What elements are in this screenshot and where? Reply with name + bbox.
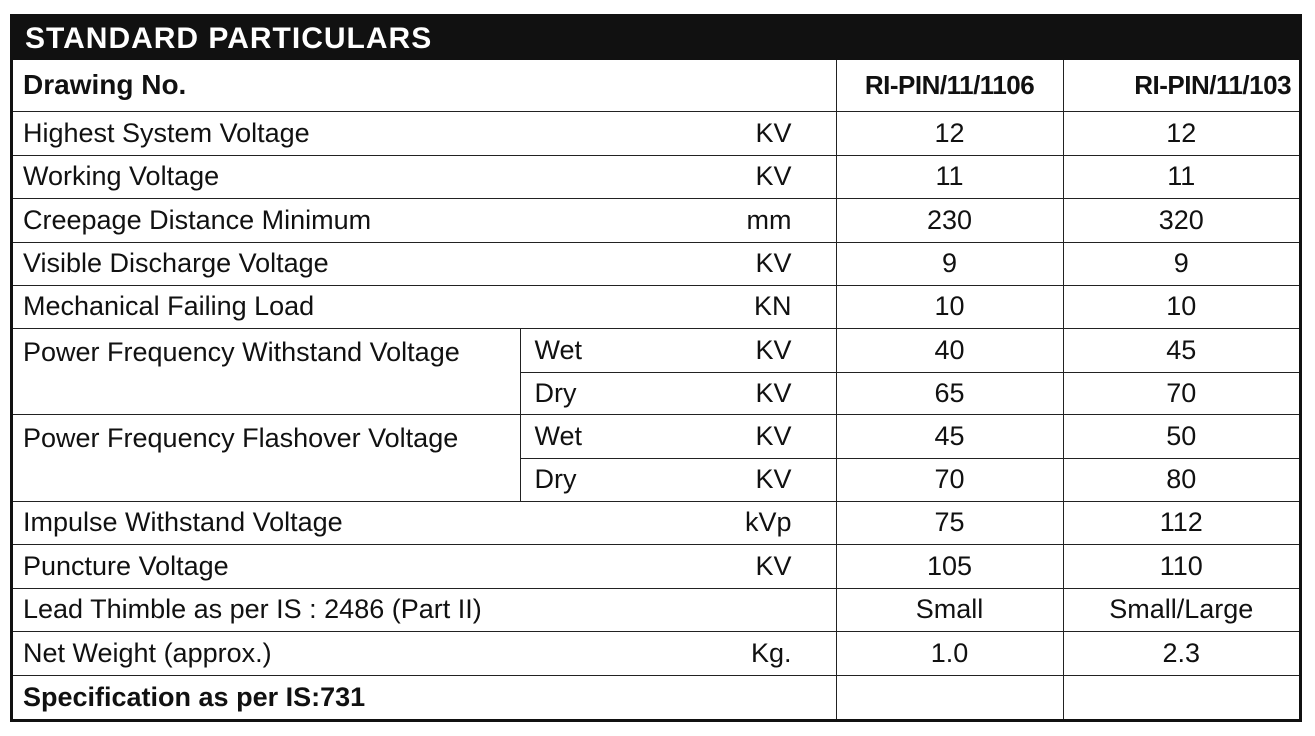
row-unit: Kg.: [664, 631, 836, 675]
pf-withstand-dry-label: Dry: [520, 372, 664, 414]
table-title: STANDARD PARTICULARS: [13, 17, 1299, 60]
row-value-col1: 45: [836, 414, 1063, 458]
row-label: Visible Discharge Voltage: [13, 242, 664, 285]
row-unit: KV: [664, 414, 836, 458]
row-value-col2: 9: [1063, 242, 1299, 285]
specification-label: Specification as per IS:731: [13, 675, 836, 719]
header-row: [13, 60, 1299, 111]
row-value-col1: 10: [836, 285, 1063, 328]
drawing-no-label: Drawing No.: [13, 60, 836, 111]
row-value-col2: 11: [1063, 155, 1299, 198]
row-value-col1: 11: [836, 155, 1063, 198]
row-unit: [664, 588, 836, 631]
table-row: [13, 544, 1299, 588]
row-value-col2: 45: [1063, 328, 1299, 372]
table-row: [13, 588, 1299, 631]
row-unit: kVp: [664, 501, 836, 544]
row-value-col1: 70: [836, 458, 1063, 501]
row-label: Puncture Voltage: [13, 544, 664, 588]
row-unit: KV: [664, 372, 836, 414]
row-unit: mm: [664, 198, 836, 242]
row-value-col2: 12: [1063, 111, 1299, 155]
row-value-col2: 320: [1063, 198, 1299, 242]
table-row: [13, 285, 1299, 328]
pf-flashover-label: Power Frequency Flashover Voltage: [13, 414, 520, 501]
pf-flashover-dry-label: Dry: [520, 458, 664, 501]
row-unit: KV: [664, 155, 836, 198]
table-row: [13, 155, 1299, 198]
row-value-col1: 75: [836, 501, 1063, 544]
row-value-col2: 80: [1063, 458, 1299, 501]
row-unit: KV: [664, 458, 836, 501]
row-label: Highest System Voltage: [13, 111, 664, 155]
row-unit: KV: [664, 242, 836, 285]
row-value-col1: 12: [836, 111, 1063, 155]
pf-withstand-wet-label: Wet: [520, 328, 664, 372]
row-value-col1: 105: [836, 544, 1063, 588]
row-value-col1: 40: [836, 328, 1063, 372]
drawing-no-col1: RI-PIN/11/1106: [836, 60, 1063, 111]
row-unit: KV: [664, 544, 836, 588]
row-unit: KN: [664, 285, 836, 328]
row-value-col2: 110: [1063, 544, 1299, 588]
pf-flashover-wet-label: Wet: [520, 414, 664, 458]
row-value-col1: 65: [836, 372, 1063, 414]
row-label: Working Voltage: [13, 155, 664, 198]
footer-value-col1: [836, 675, 1063, 719]
footer-value-col2: [1063, 675, 1299, 719]
row-value-col1: 9: [836, 242, 1063, 285]
row-value-col1: 1.0: [836, 631, 1063, 675]
row-value-col1: 230: [836, 198, 1063, 242]
standard-particulars-sheet: [10, 14, 1302, 722]
drawing-no-col2: RI-PIN/11/103: [1063, 60, 1299, 111]
row-value-col2: Small/Large: [1063, 588, 1299, 631]
particulars-table: [13, 60, 1299, 719]
row-label: Net Weight (approx.): [13, 631, 664, 675]
row-label: Lead Thimble as per IS : 2486 (Part II): [13, 588, 664, 631]
table-row: [13, 198, 1299, 242]
pf-withstand-label: Power Frequency Withstand Voltage: [13, 328, 520, 414]
table-row: [13, 328, 1299, 372]
table-row: [13, 242, 1299, 285]
footer-row: [13, 675, 1299, 719]
row-value-col2: 10: [1063, 285, 1299, 328]
row-label: Creepage Distance Minimum: [13, 198, 664, 242]
table-row: [13, 111, 1299, 155]
row-value-col2: 50: [1063, 414, 1299, 458]
row-value-col1: Small: [836, 588, 1063, 631]
row-unit: KV: [664, 111, 836, 155]
row-label: Mechanical Failing Load: [13, 285, 664, 328]
row-value-col2: 112: [1063, 501, 1299, 544]
row-label: Impulse Withstand Voltage: [13, 501, 664, 544]
row-value-col2: 2.3: [1063, 631, 1299, 675]
row-value-col2: 70: [1063, 372, 1299, 414]
table-row: [13, 414, 1299, 458]
table-row: [13, 501, 1299, 544]
table-row: [13, 631, 1299, 675]
row-unit: KV: [664, 328, 836, 372]
